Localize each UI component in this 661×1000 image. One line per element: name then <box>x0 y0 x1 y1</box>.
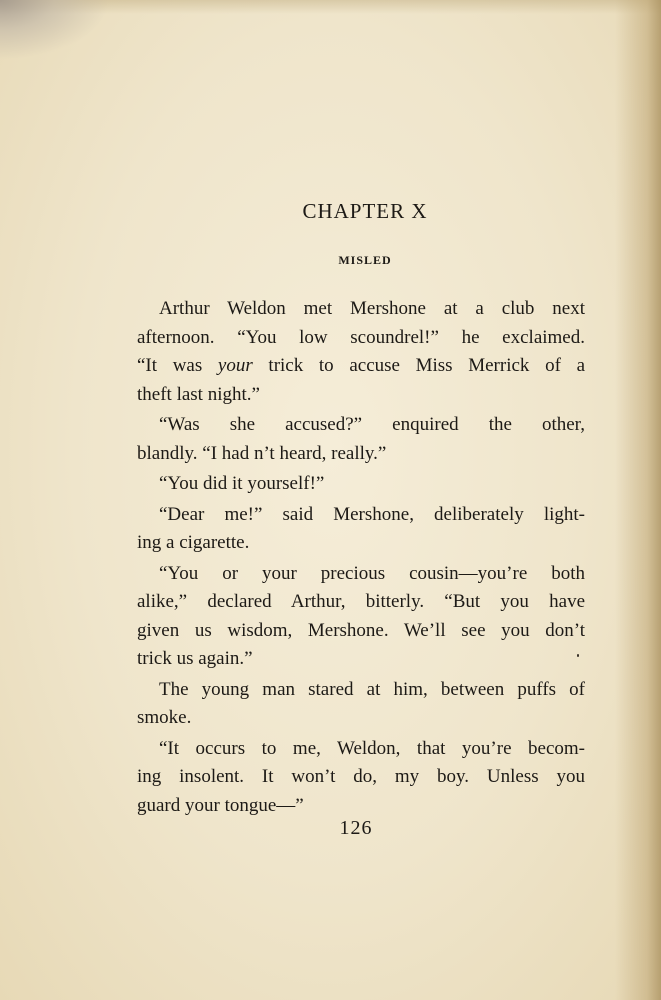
text-line: ing insolent. It won’t do, my boy. Unless you <box>137 766 585 787</box>
chapter-body <box>137 295 585 820</box>
paragraph <box>137 560 585 674</box>
ink-speck <box>577 654 579 657</box>
paragraph <box>137 676 585 733</box>
text-line: guard your tongue—” <box>137 794 304 816</box>
paragraph <box>137 470 585 499</box>
text-line: The young man stared at him, between puffs of <box>159 678 585 700</box>
text-line: Arthur Weldon met Mershone at a club next <box>159 298 585 319</box>
text-line: “You or your precious cousin—you’re both <box>159 562 585 584</box>
text-line: smoke. <box>137 707 192 728</box>
text-line: “Dear me!” said Mershone, deliberately light- <box>159 503 585 525</box>
text-line: “Was she accused?” enquired the other, <box>159 414 585 435</box>
text-line: ing a cigarette. <box>137 532 250 553</box>
paragraph <box>137 735 585 821</box>
text-line: alike,” declared Arthur, bitterly. “But you have <box>137 591 585 612</box>
text-line: afternoon. “You low scoundrel!” he exclaimed. <box>137 326 585 348</box>
text-line: given us wisdom, Mershone. We’ll see you don’t <box>137 619 585 641</box>
text-line: trick us again.” <box>137 648 253 669</box>
page-number: 126 <box>339 817 373 839</box>
paragraph <box>137 411 585 468</box>
page-edge-shadow-right <box>615 0 661 1000</box>
worn-corner <box>0 0 110 60</box>
paragraph <box>137 501 585 558</box>
chapter-subheading: MISLED <box>338 253 392 267</box>
text-line: “You did it yourself!” <box>159 473 325 494</box>
text-line: blandly. “I had n’t heard, really.” <box>137 442 387 464</box>
paragraph <box>137 295 585 409</box>
text-line: “It was your trick to accuse Miss Merrick of a <box>137 355 586 376</box>
chapter-heading: CHAPTER X <box>302 199 428 223</box>
text-line: “It occurs to me, Weldon, that you’re becom- <box>159 737 585 759</box>
text-line: theft last night.” <box>137 383 260 405</box>
